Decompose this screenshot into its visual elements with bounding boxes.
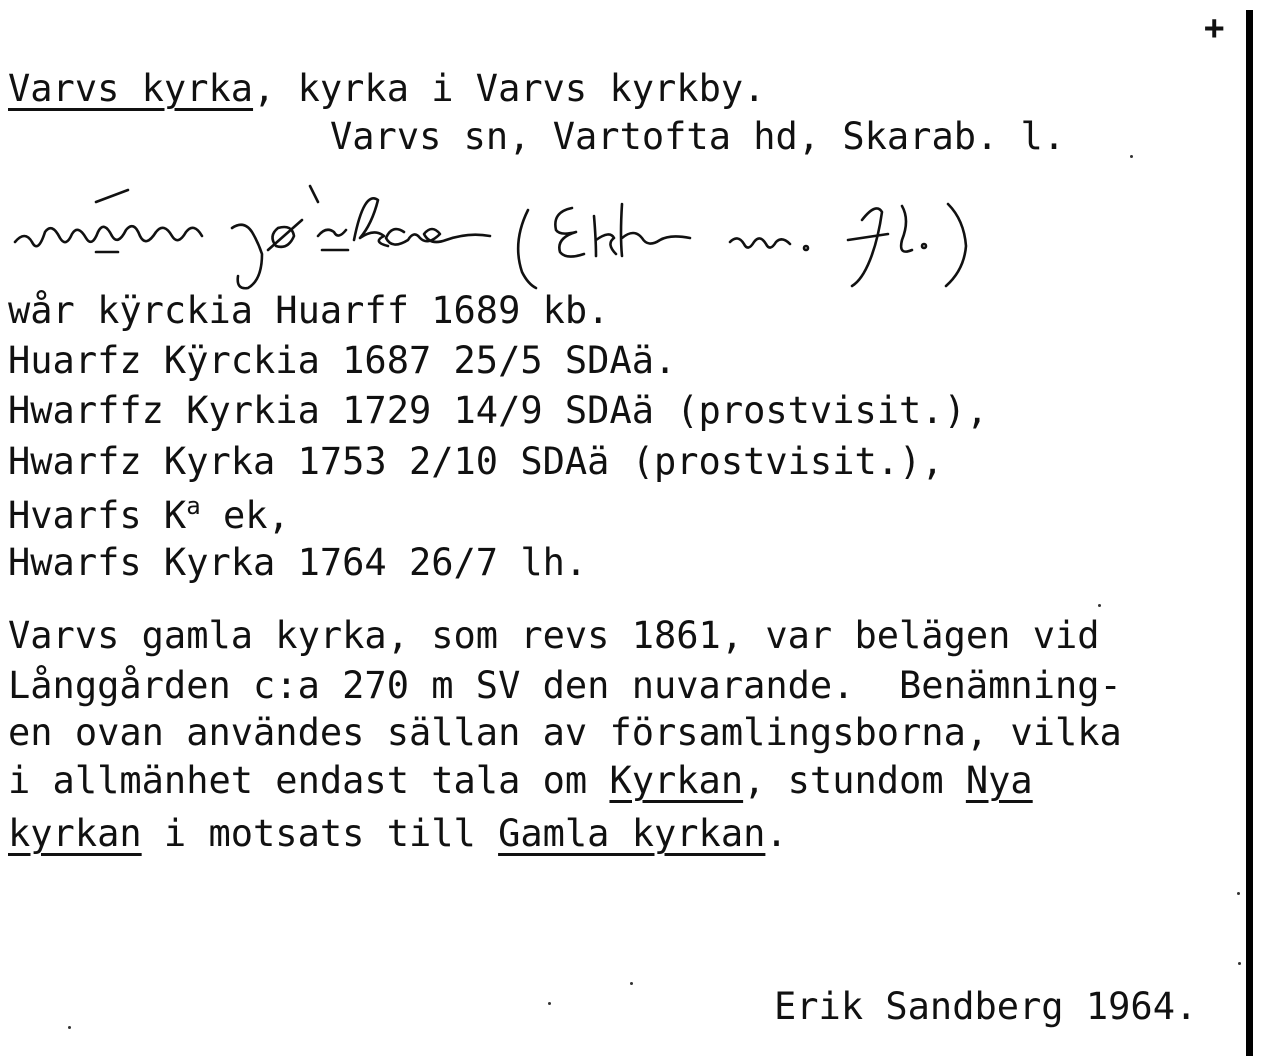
description-text: i motsats till <box>141 812 499 855</box>
header-line <box>8 67 766 110</box>
description-text: , stundom <box>743 759 966 802</box>
place-type: , kyrka i Varvs kyrkby. <box>253 67 766 110</box>
description-line: Långgården c:a 270 m SV den nuvarande. Benämning- <box>8 664 1122 707</box>
underlined-term: Nya <box>965 759 1033 802</box>
scan-speck <box>1098 604 1101 607</box>
form-prefix: Hvarfs K <box>8 494 187 537</box>
scan-speck <box>1237 892 1240 895</box>
right-edge-rule <box>1246 10 1253 1056</box>
description-line: Varvs gamla kyrka, som revs 1861, var belägen vid <box>8 614 1100 657</box>
scan-speck <box>630 982 633 985</box>
underlined-term: Kyrkan <box>609 759 744 802</box>
scan-speck <box>1238 962 1241 965</box>
historical-form: Hwarfs Kyrka 1764 26/7 lh. <box>8 541 588 584</box>
description-line <box>8 759 1033 802</box>
corner-plus-mark: + <box>1204 8 1225 48</box>
scan-speck <box>68 1026 71 1029</box>
historical-form: wår kÿrckia Huarff 1689 kb. <box>8 289 610 332</box>
historical-form: Hwarffz Kyrkia 1729 14/9 SDAä (prostvisit.), <box>8 389 989 432</box>
form-suffix: ek, <box>200 494 290 537</box>
parish-location: Varvs sn, Vartofta hd, Skarab. l. <box>330 115 1066 158</box>
description-line: en ovan användes sällan av församlingsborna, vilka <box>8 711 1122 754</box>
description-line <box>8 812 788 855</box>
form-superscript: a <box>186 492 201 520</box>
underlined-term: Gamla kyrkan <box>498 812 766 855</box>
scan-speck <box>1130 155 1133 158</box>
signature: Erik Sandberg 1964. <box>774 985 1198 1028</box>
description-text: i allmänhet endast tala om <box>8 759 610 802</box>
historical-form: Huarfz Kÿrckia 1687 25/5 SDAä. <box>8 339 677 382</box>
description-text: . <box>765 812 788 855</box>
scan-speck <box>548 1002 551 1005</box>
place-name: Varvs kyrka <box>8 67 254 110</box>
handwritten-pronunciation <box>0 180 1000 300</box>
underlined-term: kyrkan <box>8 812 142 855</box>
historical-form: Hwarfz Kyrka 1753 2/10 SDAä (prostvisit.), <box>8 440 944 483</box>
historical-form <box>8 492 290 537</box>
